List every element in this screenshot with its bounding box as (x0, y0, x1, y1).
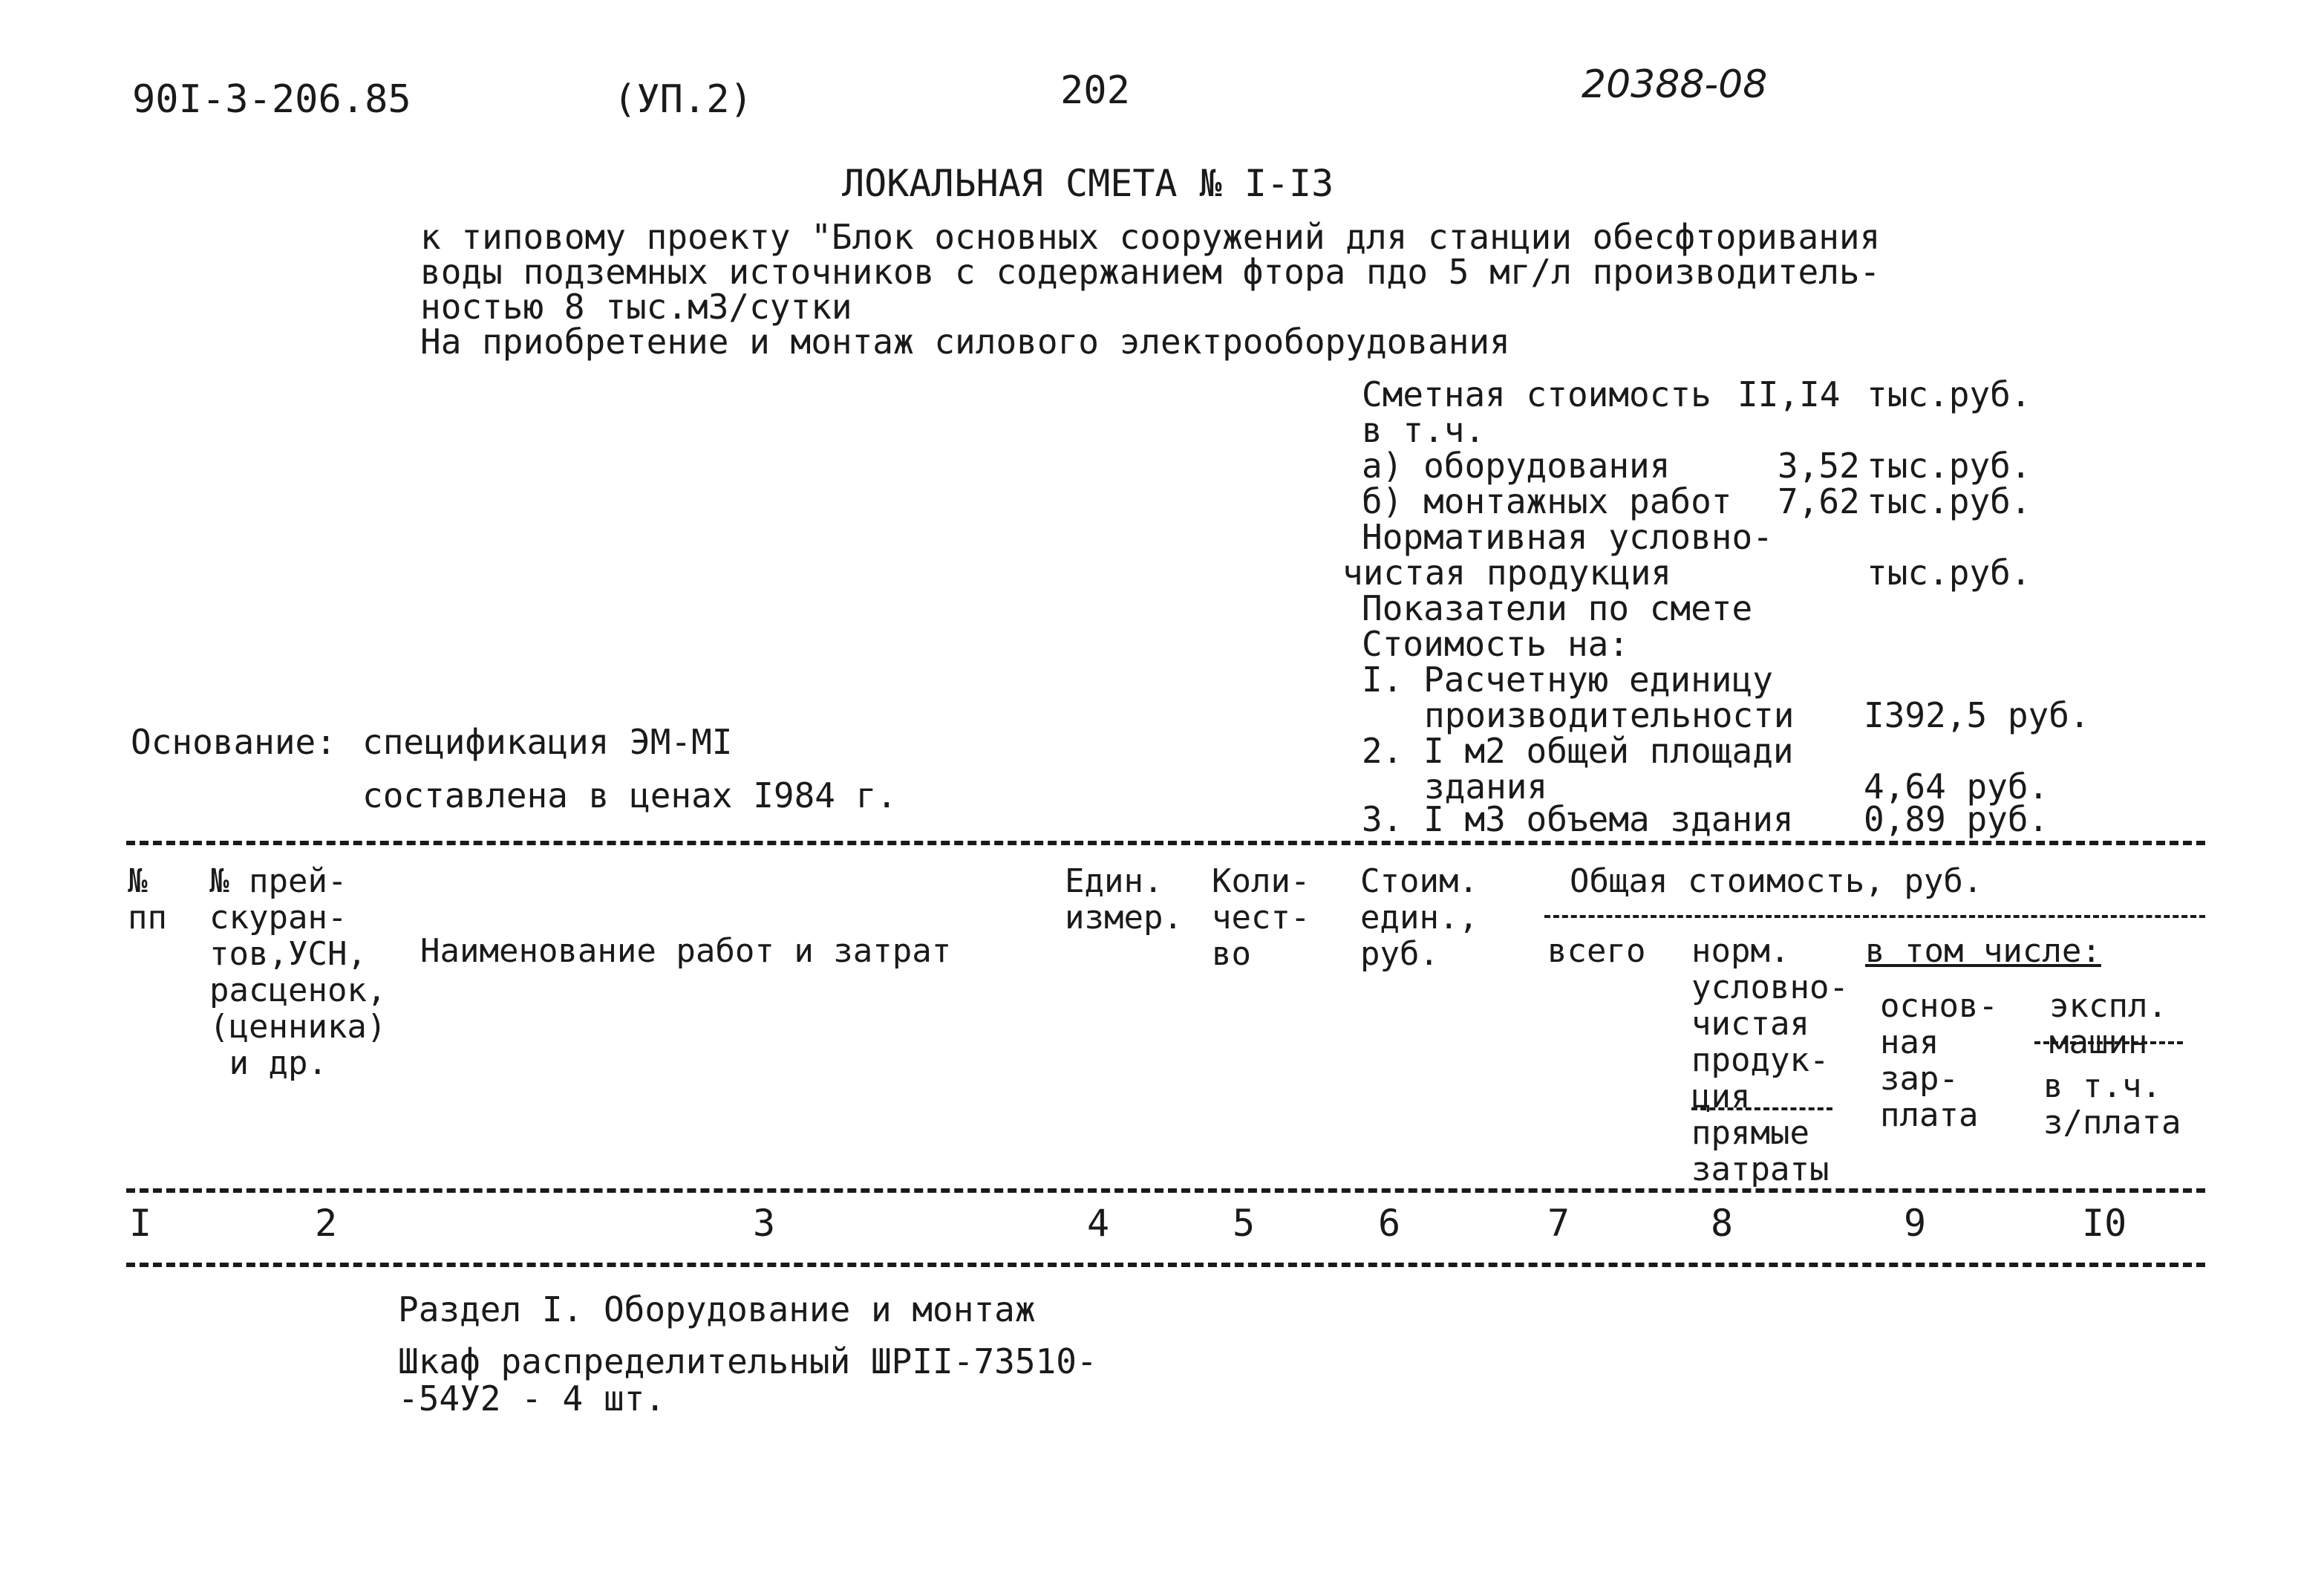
indicator-1-label-2: производительности (1424, 695, 1795, 735)
project-code: 90I-3-206.85 (132, 77, 411, 122)
header-row-number: № пп (128, 862, 167, 937)
header-quantity: Коли- чест- во (1212, 862, 1310, 973)
net-production-rule (1691, 1107, 1832, 1110)
equipment-value: 3,52 (1778, 446, 1860, 486)
document-number: 20388-08 (1582, 62, 1768, 107)
header-machine-operation: экспл. машин (2049, 987, 2167, 1061)
header-price-list: № прей- скуран- тов,УСН, расценок, (ценника) и др. (209, 862, 387, 1082)
basis-specification: спецификация ЭМ-МI (362, 722, 733, 762)
table-top-rule (126, 841, 2205, 845)
subtitle-line-2: воды подземных источников с содержанием фтора пдо 5 мг/л производитель- (420, 252, 1881, 292)
basis-label: Основание: (131, 722, 336, 762)
album-label: (УП.2) (613, 77, 753, 122)
header-net-production: норм. условно- чистая продук- ция прямые затраты (1691, 932, 1849, 1188)
estimated-cost-unit: тыс.руб. (1867, 374, 2031, 414)
installation-unit: тыс.руб. (1867, 481, 2031, 521)
column-number-10: I0 (2082, 1202, 2127, 1245)
header-total: всего (1547, 932, 1646, 970)
including-label: в т.ч. (1362, 410, 1486, 450)
installation-label: б) монтажных работ (1362, 481, 1732, 521)
estimated-cost-value: II,I4 (1737, 374, 1841, 414)
header-unit: Един. измер. (1065, 862, 1183, 937)
header-unit-cost: Стоим. един., руб. (1360, 862, 1478, 973)
indicators-label: Показатели по смете (1362, 588, 1753, 628)
column-number-3: 3 (753, 1202, 776, 1245)
equipment-unit: тыс.руб. (1867, 446, 2031, 486)
header-machine-salary: в т.ч. з/плата (2043, 1067, 2181, 1142)
document-title: ЛОКАЛЬНАЯ СМЕТА № I-I3 (842, 162, 1334, 205)
normative-product-unit: тыс.руб. (1867, 553, 2031, 593)
item-line-2: -54У2 - 4 шт. (398, 1378, 666, 1419)
basis-price-level: составлена в ценах I984 г. (362, 775, 898, 815)
indicator-3-label: 3. I м3 объема здания (1362, 799, 1794, 839)
section-title: Раздел I. Оборудование и монтаж (398, 1289, 1036, 1329)
column-numbers-top-rule (126, 1188, 2205, 1193)
installation-value: 7,62 (1778, 481, 1860, 521)
column-number-8: 8 (1711, 1202, 1734, 1245)
page-number: 202 (1060, 68, 1130, 113)
subtitle-line-1: к типовому проекту "Блок основных сооружений для станции обесфторивания (420, 217, 1881, 257)
column-number-9: 9 (1904, 1202, 1927, 1245)
column-number-5: 5 (1233, 1202, 1256, 1245)
header-total-cost: Общая стоимость, руб. (1570, 862, 1983, 900)
header-base-salary: основ- ная зар- плата (1880, 987, 1998, 1134)
column-number-6: 6 (1378, 1202, 1401, 1245)
cost-per-label: Стоимость на: (1362, 624, 1630, 664)
total-cost-rule (1544, 915, 2205, 918)
normative-product-label-2: чистая продукция (1342, 553, 1672, 593)
column-numbers-bottom-rule (126, 1263, 2205, 1267)
header-work-name: Наименование работ и затрат (420, 932, 952, 970)
column-number-1: I (129, 1202, 152, 1245)
equipment-label: а) оборудования (1362, 446, 1671, 486)
indicator-1-value: I392,5 руб. (1864, 695, 2090, 735)
column-number-7: 7 (1547, 1202, 1570, 1245)
normative-product-label-1: Нормативная условно- (1362, 517, 1773, 557)
column-number-4: 4 (1087, 1202, 1110, 1245)
indicator-2-label-2: здания (1424, 766, 1548, 807)
machine-operation-rule (2034, 1041, 2183, 1044)
estimated-cost-label: Сметная стоимость (1362, 374, 1711, 414)
indicator-3-value: 0,89 руб. (1864, 799, 2049, 839)
indicator-2-label-1: 2. I м2 общей площади (1362, 731, 1794, 771)
column-number-2: 2 (315, 1202, 338, 1245)
indicator-2-value: 4,64 руб. (1864, 766, 2049, 807)
subtitle-line-3: ностью 8 тыс.м3/сутки (420, 287, 852, 327)
item-line-1: Шкаф распределительный ШРII-73510- (398, 1341, 1097, 1381)
subtitle-line-4: На приобретение и монтаж силового электрооборудования (420, 322, 1510, 362)
indicator-1-label-1: I. Расчетную единицу (1362, 660, 1773, 700)
header-including: в том числе: (1865, 932, 2101, 970)
